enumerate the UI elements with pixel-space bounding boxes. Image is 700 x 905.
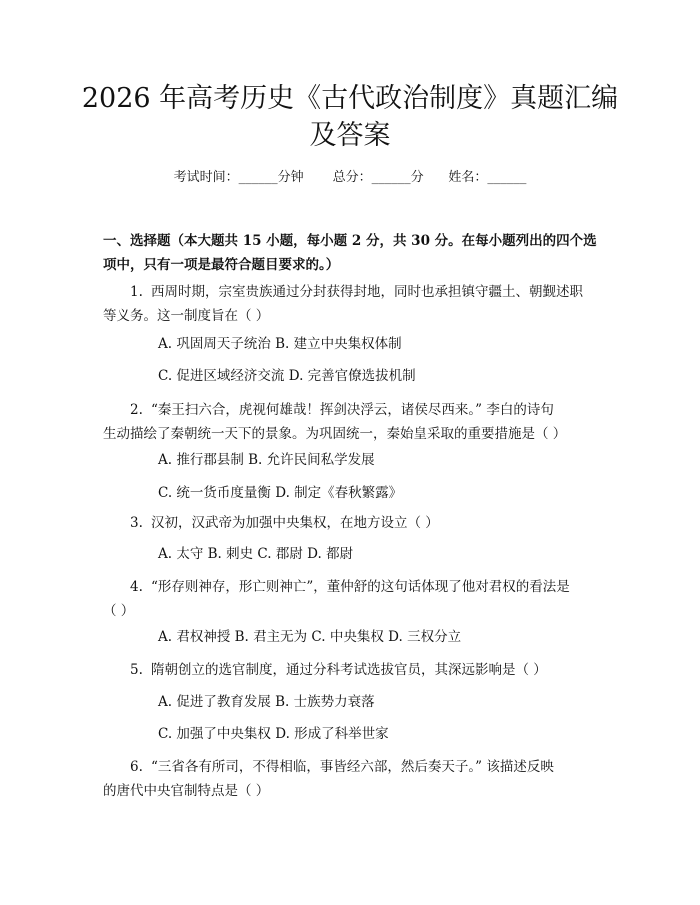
- question-stem-line-1: “三省各有所司，不得相临，事皆经六部，然后奏天子。” 该描述反映: [150, 759, 554, 775]
- options-line-1: A. 太守 B. 刺史 C. 郡尉 D. 都尉: [158, 546, 354, 562]
- question-number: 2.: [130, 402, 143, 418]
- question-5: [103, 658, 603, 682]
- options-line-1: A. 巩固周天子统治 B. 建立中央集权体制: [158, 336, 402, 352]
- question-1-options-2: [158, 364, 598, 388]
- name-blank: ______: [487, 170, 527, 185]
- options-line-2: C. 统一货币度量衡 D. 制定《春秋繁露》: [158, 485, 403, 501]
- options-line-1: A. 君权神授 B. 君主无为 C. 中央集权 D. 三权分立: [158, 629, 462, 645]
- question-stem-line-1: “秦王扫六合，虎视何雄哉！挥剑决浮云，诸侯尽西来。” 李白的诗句: [150, 402, 554, 418]
- question-5-options-2: [158, 722, 598, 746]
- question-stem-line-2: （ ）: [103, 603, 135, 619]
- question-2-options: [158, 448, 598, 472]
- question-stem-line-2: 的唐代中央官制特点是（ ）: [103, 783, 270, 799]
- options-line-2: C. 促进区域经济交流 D. 完善官僚选拔机制: [158, 368, 416, 384]
- question-2: [103, 398, 603, 446]
- exam-time-unit: 分钟: [277, 170, 304, 185]
- question-3-options: [158, 542, 598, 566]
- section-heading-line-2: 项中，只有一项是最符合题目要求的。）: [103, 257, 340, 273]
- exam-info-line: [0, 168, 700, 188]
- question-1-options: [158, 332, 598, 356]
- question-stem-line-1: 隋朝创立的选官制度，通过分科考试选拔官员，其深远影响是（ ）: [150, 662, 547, 678]
- title-line-1: 2026 年高考历史《古代政治制度》真题汇编: [81, 83, 619, 114]
- document-title: [80, 80, 620, 154]
- total-score-blank: ______: [371, 170, 411, 185]
- name-label: 姓名：: [448, 170, 488, 185]
- question-number: 4.: [130, 579, 143, 595]
- question-stem-line-1: 汉初，汉武帝为加强中央集权，在地方设立（ ）: [150, 515, 439, 531]
- question-number: 5.: [130, 662, 143, 678]
- question-number: 1.: [130, 284, 143, 300]
- question-stem-line-1: 西周时期，宗室贵族通过分封获得封地，同时也承担镇守疆土、朝觐述职: [150, 284, 583, 300]
- question-1: [103, 280, 603, 328]
- title-line-2: 及答案: [309, 120, 391, 151]
- exam-time-blank: ______: [238, 170, 278, 185]
- section-heading-line-1: 一、选择题（本大题共 15 小题，每小题 2 分，共 30 分。在每小题列出的四个选: [103, 233, 597, 249]
- question-3: [103, 511, 603, 535]
- total-score-unit: 分: [410, 170, 424, 185]
- question-5-options: [158, 690, 598, 714]
- question-2-options-2: [158, 481, 598, 505]
- question-4: [103, 575, 603, 623]
- total-score-label: 总分：: [332, 170, 372, 185]
- options-line-1: A. 促进了教育发展 B. 士族势力衰落: [158, 694, 375, 710]
- question-number: 6.: [130, 759, 143, 775]
- section-heading: [103, 229, 603, 277]
- exam-time-label: 考试时间：: [173, 170, 239, 185]
- question-number: 3.: [130, 515, 143, 531]
- question-stem-line-2: 生动描绘了秦朝统一天下的景象。为巩固统一，秦始皇采取的重要措施是（ ）: [103, 426, 567, 442]
- question-4-options: [158, 625, 598, 649]
- options-line-1: A. 推行郡县制 B. 允许民间私学发展: [158, 452, 375, 468]
- options-line-2: C. 加强了中央集权 D. 形成了科举世家: [158, 726, 389, 742]
- question-stem-line-2: 等义务。这一制度旨在（ ）: [103, 308, 270, 324]
- question-6: [103, 755, 603, 803]
- question-stem-line-1: “形存则神存，形亡则神亡”，董仲舒的这句话体现了他对君权的看法是: [150, 579, 570, 595]
